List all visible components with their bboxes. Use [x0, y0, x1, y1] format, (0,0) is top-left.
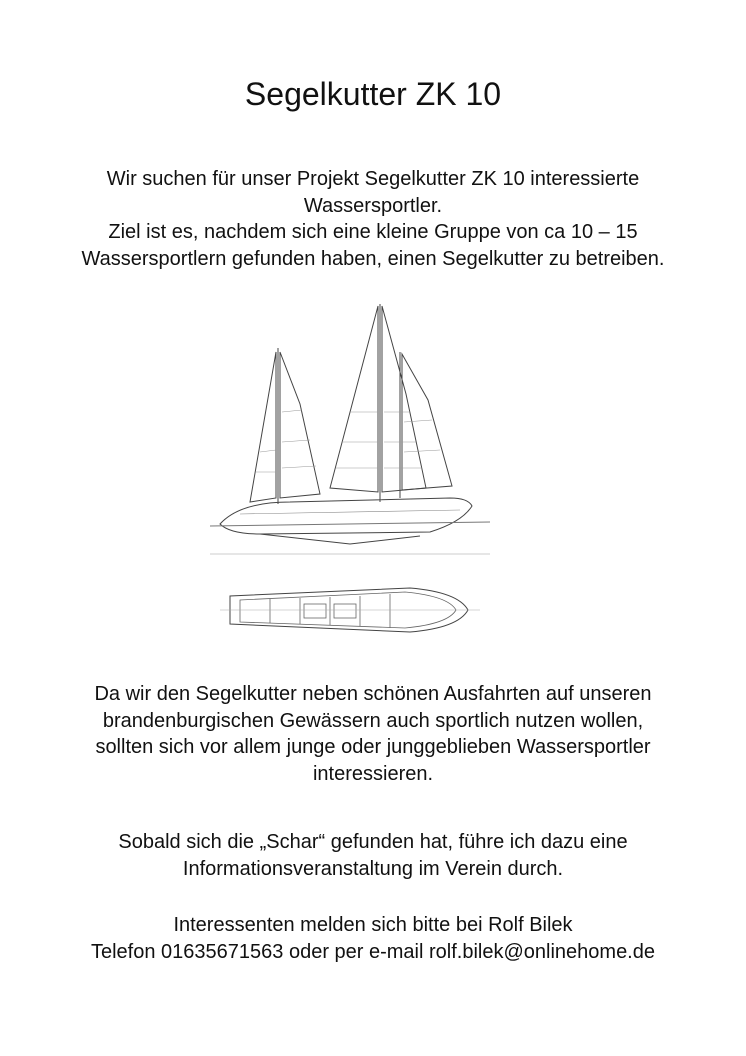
- intro-paragraph: [40, 166, 706, 272]
- text-line: sollten sich vor allem junge oder junggeblieben Wassersportler: [95, 736, 651, 758]
- jib-sail: [250, 352, 276, 502]
- text-line: Wassersportler.: [303, 194, 443, 217]
- usage-paragraph: [40, 681, 706, 787]
- text-line: Da wir den Segelkutter neben schönen Ausfahrten auf unseren: [94, 683, 652, 705]
- text-line: interessieren.: [312, 762, 434, 785]
- fore-sail: [280, 352, 320, 498]
- text-line: Wir suchen für unser Projekt Segelkutter ZK 10 interessierte: [106, 168, 640, 190]
- sailboat-plan-drawing-icon: [200, 292, 496, 654]
- contact-details: Telefon 01635671563 oder per e-mail rolf.bilek@onlinehome.de: [90, 940, 655, 963]
- meeting-paragraph: [40, 829, 706, 882]
- text-line: Informationsveranstaltung im Verein durch.: [182, 857, 564, 880]
- main-staysail: [330, 306, 378, 492]
- text-line: brandenburgischen Gewässern auch sportlich nutzen wollen,: [102, 709, 644, 732]
- hull-profile: [220, 498, 472, 534]
- text-line: Ziel ist es, nachdem sich eine kleine Gruppe von ca 10 – 15: [108, 221, 638, 243]
- text-line: Sobald sich die „Schar“ gefunden hat, führe ich dazu eine: [118, 831, 628, 853]
- text-line: Interessenten melden sich bitte bei Rolf Bilek: [173, 914, 573, 936]
- contact-paragraph: [40, 912, 706, 965]
- main-sail: [382, 306, 426, 492]
- keel: [260, 534, 420, 544]
- text-line: Wassersportlern gefunden haben, einen Segelkutter zu betreiben.: [81, 247, 665, 270]
- page-title: Segelkutter ZK 10: [244, 76, 502, 112]
- topsail: [402, 354, 452, 490]
